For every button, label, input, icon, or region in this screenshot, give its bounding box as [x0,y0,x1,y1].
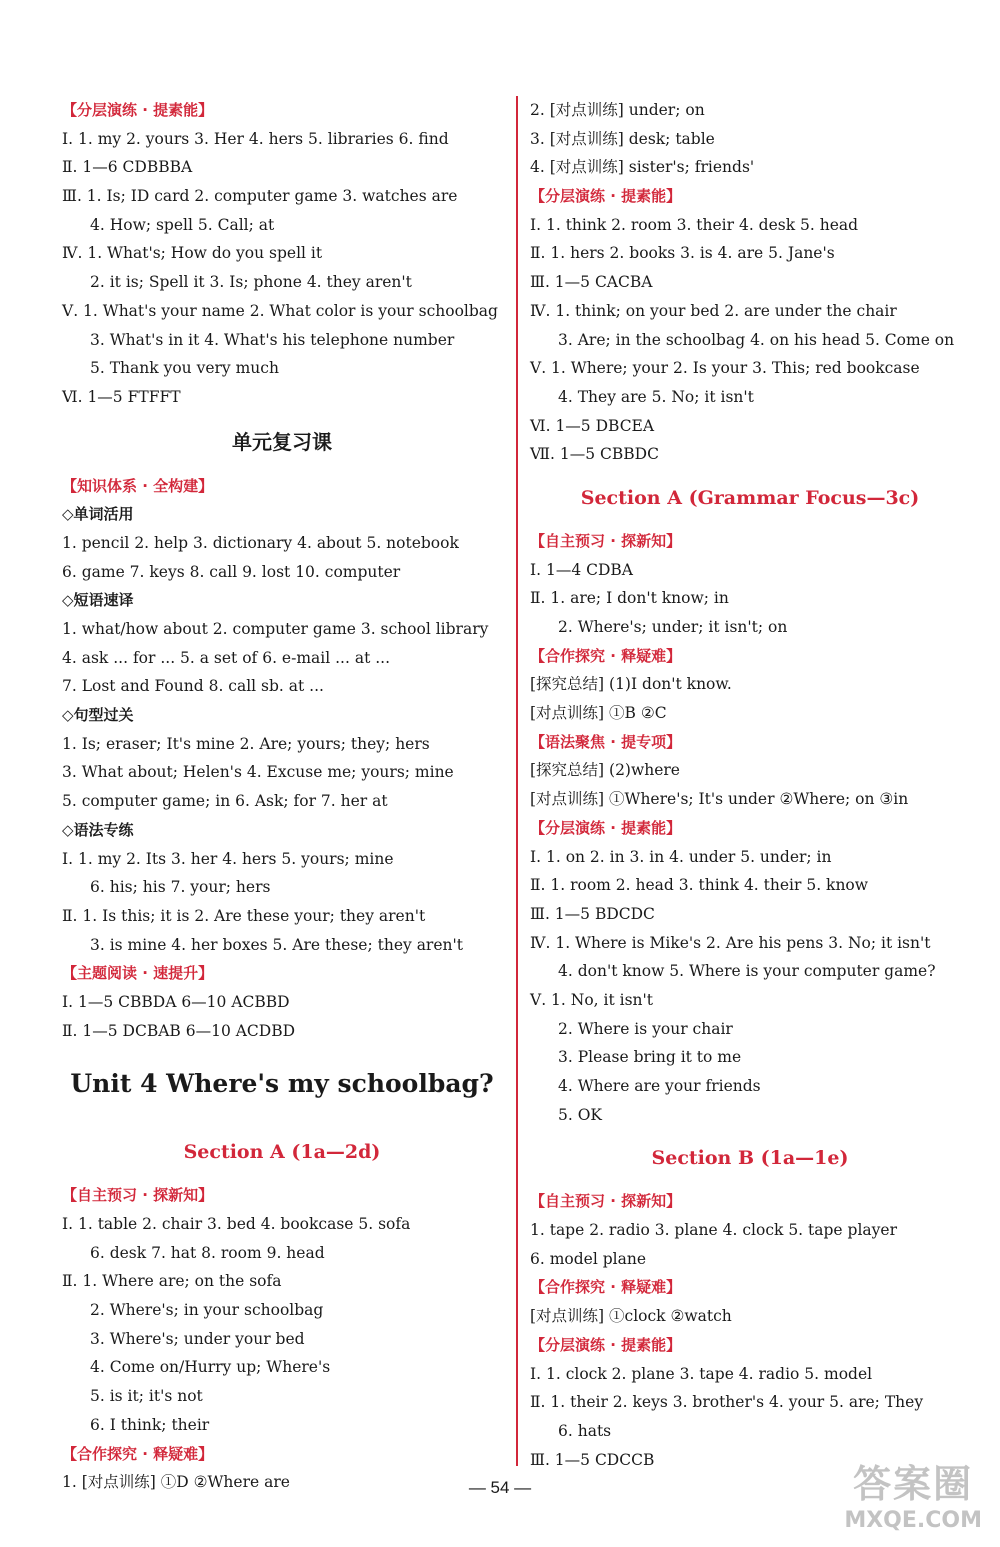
answer-line: Ⅰ. 1. my 2. Its 3. her 4. hers 5. yours; mine [62,849,394,868]
answer-line-indented: 6. his; his 7. your; hers [90,878,271,897]
section-header: 【分层演练 · 提素能】 [62,101,214,119]
answer-line: 4. [对点训练] sister's; friends' [530,158,755,177]
answer-line: Ⅰ. 1. think 2. room 3. their 4. desk 5. head [530,215,859,234]
unit-title: Unit 4 Where's my schoolbag? [70,1069,494,1099]
column-divider [516,96,518,1466]
subsection-label: ◇单词活用 [62,505,134,524]
answer-line: Ⅴ. 1. No, it isn't [530,990,654,1009]
answer-line: Ⅱ. 1. hers 2. books 3. is 4. are 5. Jane's [530,244,835,263]
answer-line-indented: 2. it is; Spell it 3. Is; phone 4. they aren't [90,273,412,292]
answer-line: Ⅱ. 1. their 2. keys 3. brother's 4. your 5. are; They [530,1393,924,1412]
answer-line-indented: 4. Come on/Hurry up; Where's [90,1358,331,1377]
answer-line: Ⅰ. 1. my 2. yours 3. Her 4. hers 5. libraries 6. find [62,129,449,148]
answer-line: Ⅰ. 1. table 2. chair 3. bed 4. bookcase 5. sofa [62,1215,411,1233]
answer-line: Ⅰ. 1—5 CBBDA 6—10 ACBBD [62,992,290,1011]
answer-line-indented: 4. They are 5. No; it isn't [558,387,754,406]
answer-line: 1. what/how about 2. computer game 3. school library [62,620,489,638]
answer-line: Ⅶ. 1—5 CBBDC [530,445,659,464]
section-title: Section A (Grammar Focus—3c) [580,486,920,509]
section-header: 【分层演练 · 提素能】 [530,818,682,837]
answer-line: Ⅱ. 1. Is this; it is 2. Are these your; they aren't [62,906,426,925]
watermark-logo [844,1453,982,1533]
answer-line: 1. [对点训练] ①D ②Where are [62,1473,290,1492]
answer-line-indented: 6. desk 7. hat 8. room 9. head [90,1243,325,1262]
right-column [530,96,970,1474]
answer-line: 2. [对点训练] under; on [530,101,705,119]
answer-line: 3. [对点训练] desk; table [530,129,715,148]
section-title: Section B (1a—1e) [651,1147,849,1170]
answer-line: Ⅰ. 1. clock 2. plane 3. tape 4. radio 5. model [530,1364,873,1383]
answer-line: 4. ask ... for ... 5. a set of 6. e-mail ... at ... [62,648,391,667]
answer-line: 7. Lost and Found 8. call sb. at ... [62,677,324,696]
answer-line-indented: 6. hats [558,1421,612,1440]
answer-line: Ⅱ. 1—5 DCBAB 6—10 ACDBD [62,1021,296,1040]
answer-line-indented: 3. Please bring it to me [558,1048,742,1067]
section-header: 【自主预习 · 探新知】 [530,531,682,550]
answer-line-indented: 3. Where's; under your bed [90,1329,305,1348]
answer-line: Ⅳ. 1. What's; How do you spell it [62,244,323,263]
answer-line-indented: 3. What's in it 4. What's his telephone number [90,330,455,349]
answer-line-indented: 5. is it; it's not [90,1387,203,1406]
answer-line: 6. model plane [530,1249,647,1268]
answer-line: [探究总结] (2)where [530,761,680,780]
section-header: 【自主预习 · 探新知】 [62,1186,214,1205]
watermark-url: MXQE.COM [844,1508,982,1533]
answer-line: Ⅳ. 1. Where is Mike's 2. Are his pens 3. No; it isn't [530,933,931,952]
subsection-label: ◇语法专练 [62,820,134,839]
section-header: 【分层演练 · 提素能】 [530,1335,682,1354]
answer-line: Ⅱ. 1. are; I don't know; in [530,589,729,608]
answer-line: [对点训练] ①Where's; It's under ②Where; on ③in [530,790,909,809]
answer-line: 5. computer game; in 6. Ask; for 7. her at [62,792,388,811]
section-header: 【分层演练 · 提素能】 [530,187,682,206]
section-header: 【主题阅读 · 速提升】 [62,964,214,983]
unit-review-title: 单元复习课 [232,429,332,454]
answer-line: Ⅲ. 1—5 BDCDC [530,904,655,923]
answer-line: [探究总结] (1)I don't know. [530,675,732,694]
section-header: 【合作探究 · 释疑难】 [530,1278,682,1297]
section-title: Section A (1a—2d) [183,1141,381,1164]
answer-line-indented: 5. OK [558,1105,603,1124]
answer-line: [对点训练] ①B ②C [530,704,667,723]
answer-line: Ⅲ. 1—5 CDCCB [530,1450,655,1469]
section-header: 【合作探究 · 释疑难】 [62,1444,214,1463]
page-number: — 54 — [468,1478,532,1497]
section-header: 【知识体系 · 全构建】 [62,476,214,495]
answer-line-indented: 6. I think; their [90,1415,210,1434]
answer-line-indented: 3. Are; in the schoolbag 4. on his head 5. Come on [558,330,955,349]
answer-line: Ⅴ. 1. Where; your 2. Is your 3. This; red bookcase [530,359,920,378]
answer-line: 6. game 7. keys 8. call 9. lost 10. computer [62,562,401,581]
answer-line-indented: 4. Where are your friends [558,1077,761,1095]
answer-line-indented: 2. Where's; under; it isn't; on [558,618,788,636]
subsection-label: ◇短语速译 [62,591,134,610]
section-header: 【语法聚焦 · 提专项】 [530,732,682,751]
watermark-text: 答案圈 [853,1462,974,1506]
subsection-label: ◇句型过关 [62,706,134,725]
answer-line: Ⅲ. 1—5 CACBA [530,273,653,292]
answer-line: Ⅵ. 1—5 DBCEA [530,416,655,435]
answer-line-indented: 2. Where's; in your schoolbag [90,1301,324,1320]
left-column [62,96,502,1497]
answer-line-indented: 4. don't know 5. Where is your computer game? [558,962,936,981]
answer-line: 1. Is; eraser; It's mine 2. Are; yours; they; hers [62,734,430,753]
answer-line-indented: 3. is mine 4. her boxes 5. Are these; they aren't [90,935,463,954]
answer-line: Ⅵ. 1—5 FTFFT [62,387,181,406]
answer-line: 3. What about; Helen's 4. Excuse me; yours; mine [62,763,454,782]
answer-line: Ⅱ. 1—6 CDBBBA [62,158,193,177]
answer-line: Ⅴ. 1. What's your name 2. What color is your schoolbag [62,301,498,320]
answer-line: Ⅰ. 1. on 2. in 3. in 4. under 5. under; in [530,847,832,866]
answer-line-indented: 2. Where is your chair [558,1019,733,1038]
answer-line: Ⅱ. 1. Where are; on the sofa [62,1272,282,1291]
answer-line: Ⅳ. 1. think; on your bed 2. are under the chair [530,301,897,320]
answer-line: [对点训练] ①clock ②watch [530,1307,732,1326]
answer-line: Ⅰ. 1—4 CDBA [530,560,633,579]
answer-line-indented: 4. How; spell 5. Call; at [90,215,275,234]
section-header: 【合作探究 · 释疑难】 [530,646,682,665]
answer-line: 1. pencil 2. help 3. dictionary 4. about 5. notebook [62,533,459,552]
answer-line: Ⅲ. 1. Is; ID card 2. computer game 3. watches are [62,187,458,206]
answer-line-indented: 5. Thank you very much [90,359,279,378]
section-header: 【自主预习 · 探新知】 [530,1192,682,1211]
answer-line: 1. tape 2. radio 3. plane 4. clock 5. tape player [530,1221,897,1240]
answer-line: Ⅱ. 1. room 2. head 3. think 4. their 5. know [530,876,869,895]
